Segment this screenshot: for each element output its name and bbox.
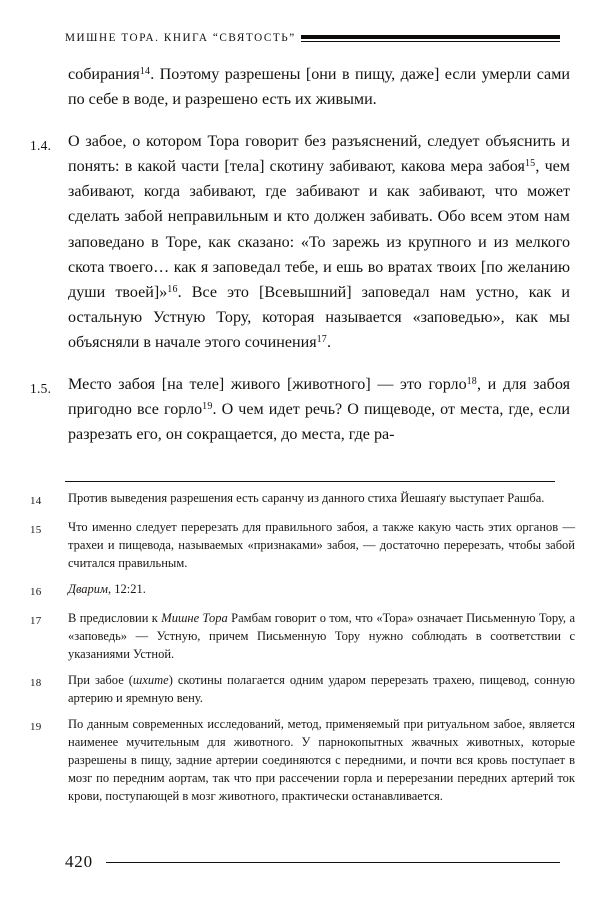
footnote-text: Что именно следует перерезать для правильного забоя, а также какую часть этих органов — трахеи и пищевода, называемых «признаками» забоя, — достаточно перерезать, чтобы забой считался правильным.	[68, 519, 575, 571]
paragraph-1-4	[30, 129, 570, 355]
footnote-item	[30, 715, 575, 806]
footnote-number: 15	[30, 523, 42, 536]
body-text-block	[30, 62, 570, 447]
footnote-citation: , 12:21.	[108, 581, 146, 596]
footnote-ref-19: 19	[202, 400, 213, 412]
footnote-ref-14: 14	[139, 65, 151, 77]
footnote-item	[30, 580, 575, 601]
footnote-text	[68, 580, 575, 598]
running-header	[65, 28, 560, 48]
footnote-item	[30, 518, 575, 573]
paragraph-number-1-5: 1.5.	[30, 381, 52, 397]
footnote-number: 14	[30, 495, 42, 507]
footnote-number: 19	[30, 720, 42, 733]
footnote-number: 17	[30, 614, 42, 627]
footnote-item	[30, 671, 575, 707]
folio	[65, 852, 560, 872]
paragraph-text: Место забоя [на теле] живого [животного] — это горло$^{18}$, и для забоя пригодно все горло$^{19}$. О чем идет речь? О пищеводе, от места, где, если разрезать его, он сокращается, до места, где ра-	[68, 375, 570, 444]
footnote-ref-17: 17	[316, 333, 327, 345]
paragraph-text: О забое, о котором Тора говорит без разъяснений, следует объяснить и понять: в какой части [тела] скотину забивают, какова мера забоя$^{15}$, чем забивают, когда забивают, где забивают и как забивают, что может сделать забой неправильным и кто должен забивать. Обо всем этом нам заповедано в Торе, как сказано: «То зарежь из крупного и из мелкого скота твоего… как я заповедал тебе, и ешь во вратах твоих [по желанию души твоей]»$^{16}$. Все это [Всевышний] заповедал нам устно, как и остальную Устную Тору, которая называется «заповедью», как мы объясняли в начале этого сочинения$^{17}$.	[68, 133, 570, 351]
running-header-title: МИШНЕ ТОРА. КНИГА “СВЯТОСТЬ”	[65, 32, 296, 44]
footnote-block	[30, 489, 575, 806]
footnote-ref-15: 15	[524, 158, 536, 170]
footnote-separator-rule	[65, 481, 555, 482]
footnote-item	[30, 489, 575, 510]
footnote-number: 16	[30, 585, 42, 598]
footnote-text: По данным современных исследований, метод, применяемый при ритуальном забое, является наименее мучительным для животного. У парнокопытных жвачных животных, которые разрешены в пищу, задние артерии соединяются с передними, и почти вся кровь поступает в мозг по передним аортам, так что при рассечении горла и перерезании передних артерий ток крови, поступающей в мозг животного, практически останавливается.	[68, 716, 575, 804]
footnote-ref-18: 18	[466, 375, 477, 387]
paragraph-continuation	[30, 62, 570, 112]
footnote-italic-title: Мишне Тора	[161, 610, 228, 625]
footnote-text: В предисловии к Мишне Тора Рамбам говорит о том, что «Тора» означает Письменную Тору, а «заповедь» — Устную, причем Письменную Тору нужно соблюдать в соответствии с указаниями Устной.	[68, 610, 575, 661]
paragraph-text: собирания$^{14}$. Поэтому разрешены [они в пищу, даже] если умерли сами по себе в воде, и разрешено есть их живыми.	[68, 65, 570, 109]
footnote-item	[30, 609, 575, 664]
paragraph-1-5	[30, 372, 570, 447]
footnote-text: Против выведения разрешения есть саранчу из данного стиха Йешаяґу выступает Рашба.	[68, 491, 545, 505]
footnote-italic-title: Дварим	[68, 581, 109, 596]
footnote-text: При забое (шхите) скотины полагается одним ударом перерезать трахею, пищевод, сонную артерию и яремную вену.	[68, 672, 575, 705]
paragraph-number-1-4: 1.4.	[30, 138, 52, 154]
folio-rule	[106, 862, 560, 863]
footnote-italic-term: шхите	[132, 672, 169, 687]
header-double-rule	[301, 35, 560, 42]
footnote-ref-16: 16	[167, 283, 178, 295]
page-number: 420	[65, 852, 93, 871]
footnote-number: 18	[30, 676, 42, 689]
